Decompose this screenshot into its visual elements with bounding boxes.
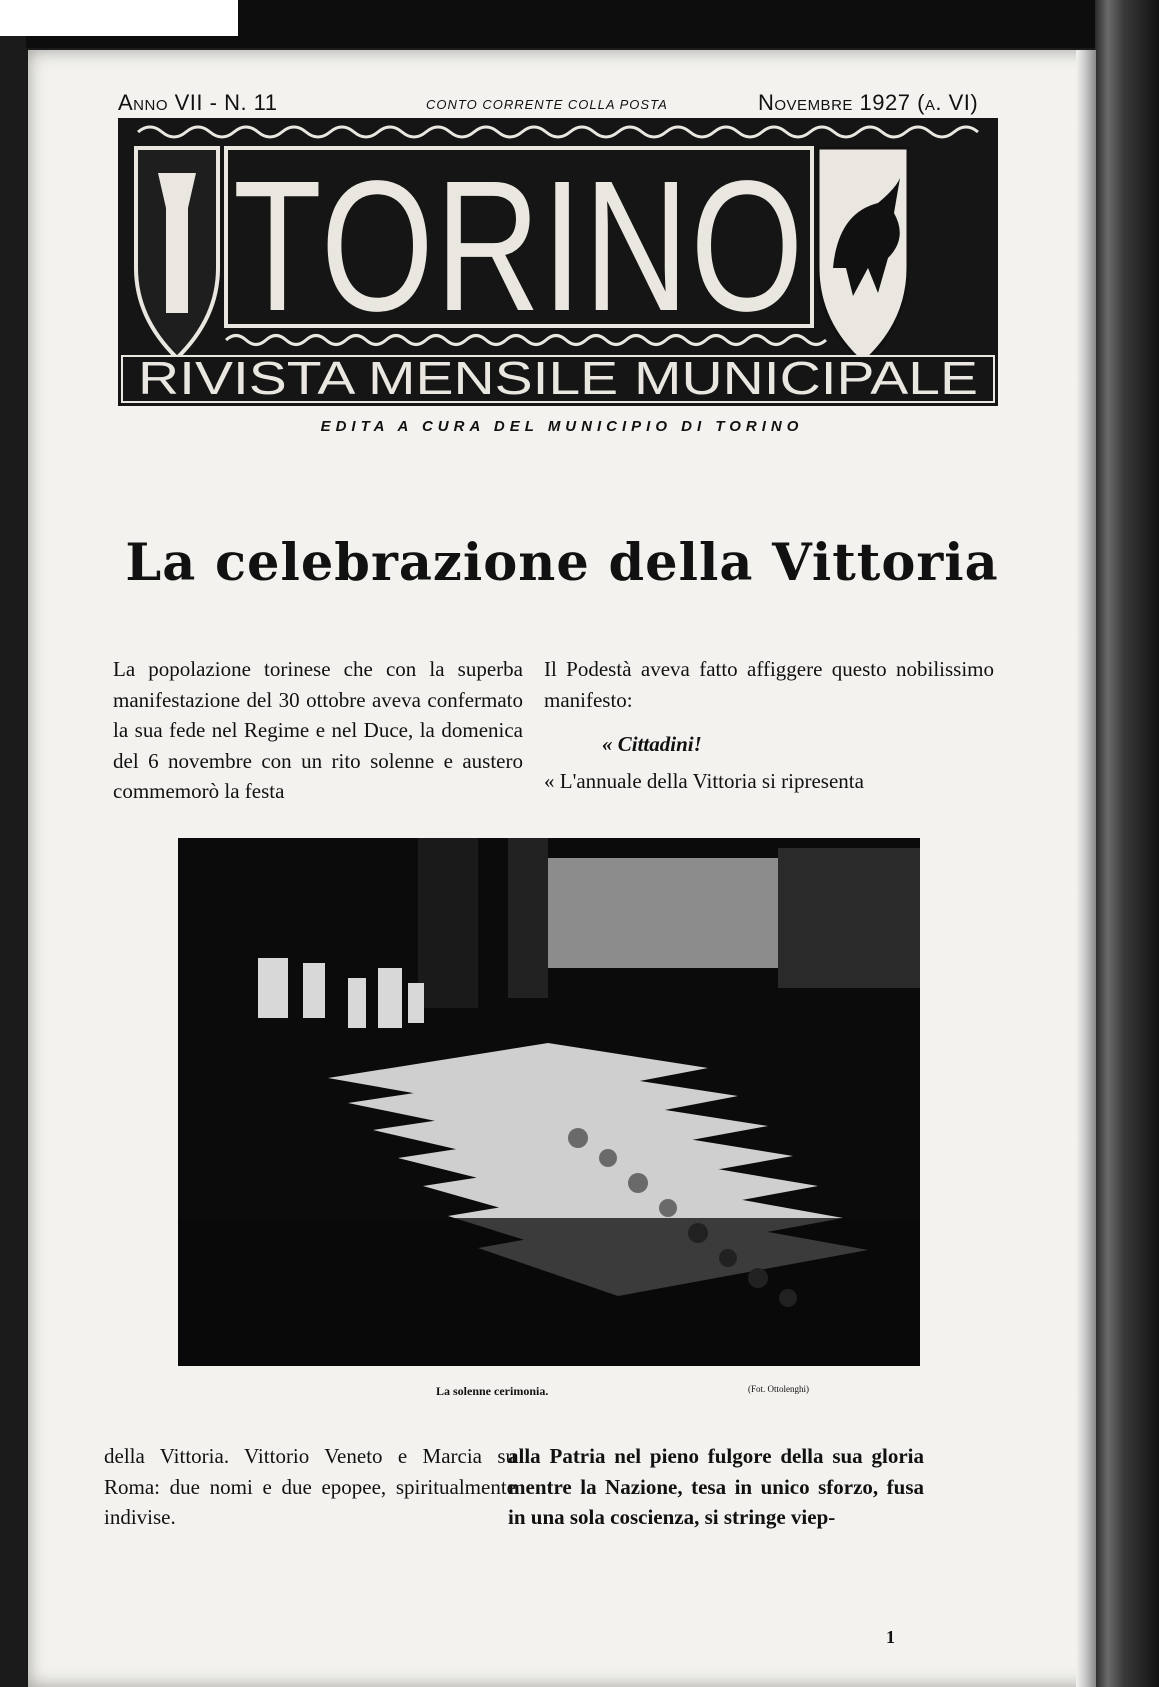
scan-left-border — [0, 36, 26, 1687]
photo-caption: La solenne cerimonia. — [436, 1384, 549, 1398]
postal-account-note: CONTO CORRENTE COLLA POSTA — [426, 97, 668, 112]
scan-top-notch — [0, 0, 238, 36]
quote-annuale: « L'annuale della Vittoria si ripresenta — [544, 768, 864, 793]
issue-number: Anno VII - N. 11 — [118, 90, 278, 115]
issue-date: Novembre 1927 (a. VI) — [758, 90, 979, 115]
publisher-line: EDITA A CURA DEL MUNICIPIO DI TORINO — [320, 418, 804, 435]
article-column-3 — [104, 1441, 516, 1533]
article-column-2 — [544, 654, 994, 796]
article-headline: La celebrazione della Vittoria — [125, 533, 999, 593]
quote-cittadini: « Cittadini! — [602, 732, 702, 756]
masthead-title: TORINO — [233, 143, 805, 350]
masthead — [118, 118, 998, 406]
paragraph-intro: La popolazione torinese che con la superba manifestazione del 30 ottobre aveva confermato la sua fede nel Regime e nel Duce, la domenica del 6 novembre con un rito solenne e austero commemorò la festa — [113, 657, 523, 803]
masthead-subtitle: RIVISTA MENSILE MUNICIPALE — [138, 352, 978, 404]
ceremony-photo — [178, 838, 920, 1366]
photo-credit: (Fot. Ottolenghi) — [748, 1384, 809, 1394]
paragraph-continuation: della Vittoria. Vittorio Veneto e Marcia su Roma: due nomi e due epopee, spiritualmente indivise. — [104, 1444, 516, 1529]
page-number: 1 — [886, 1627, 895, 1647]
paragraph-manifesto-continuation: alla Patria nel pieno fulgore della sua gloria mentre la Nazione, tesa in unico sforzo, fusa in una sola coscienza, si stringe viep- — [508, 1444, 924, 1529]
scan-right-border — [1095, 0, 1159, 1687]
article-column-4 — [508, 1441, 924, 1533]
article-column-1 — [113, 654, 523, 807]
magazine-page — [28, 50, 1096, 1687]
paragraph-manifesto-intro: Il Podestà aveva fatto affiggere questo nobilissimo manifesto: — [544, 657, 994, 712]
page-fold-shadow — [1076, 50, 1096, 1687]
